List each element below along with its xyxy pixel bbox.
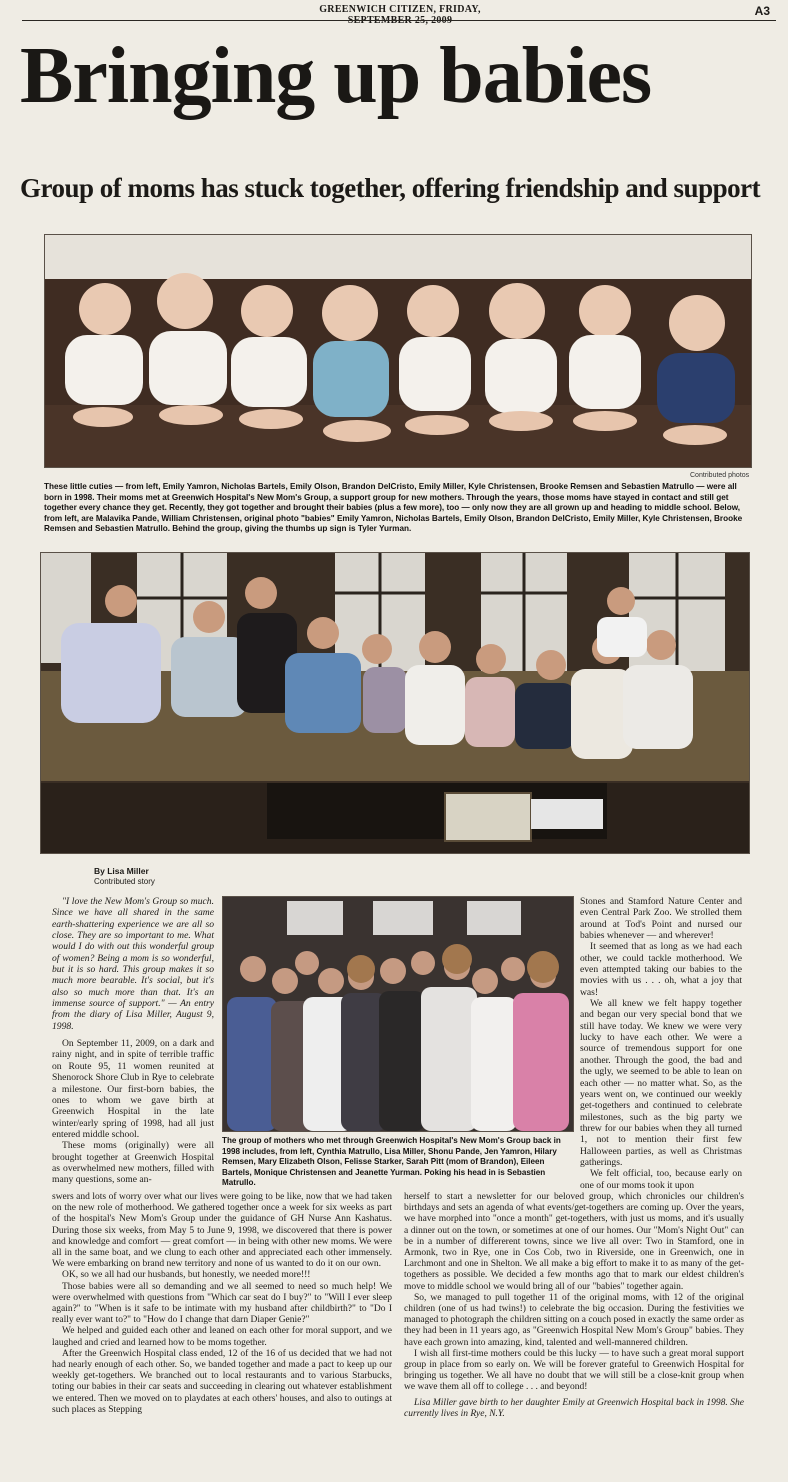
- article-paragraph: OK, so we all had our husbands, but honestly, we needed more!!!: [62, 1270, 311, 1281]
- article-column-1: [52, 896, 214, 1186]
- article-paragraph: After the Greenwich Hospital class ended, 12 of the 16 of us decided that we had not had nearly enough of each other. So, we banded together and made a pact to keep up our weekly get-togethers. We branched out to local restaurants and to various Starbucks, toting our babies in their car seats and succeeding in clearing out whatever establishment we entered. Then we moved on to playdates at each others' houses, and also to outings at such places as Stepping: [52, 1348, 392, 1415]
- mothers-photo: [222, 896, 574, 1132]
- page-number: A3: [754, 4, 770, 18]
- mothers-photo-image: [223, 897, 573, 1131]
- byline-author: By Lisa Miller: [94, 866, 149, 876]
- article-paragraph: We helped and guided each other and leaned on each other for moral support, and we laughed and cried and learned how to be moms together.: [52, 1326, 392, 1348]
- article-bottom-left: [52, 1192, 392, 1416]
- article-paragraph: These moms (originally) were all brought together at Greenwich Hospital as overwhelmed new mothers, filled with many questions, some an-: [52, 1140, 214, 1186]
- babies-caption: These little cuties — from left, Emily Yamron, Nicholas Bartels, Emily Olson, Brandon DelCristo, Emily Miller, Kyle Christensen, Brooke Remsen and Sebastien Matrullo — were all born in 1998. Their moms met at Greenwich Hospital's New Mom's Group, a support group for new mothers. Through the years, those moms have stayed in contact and still get together every chance they get. Recently, they got together and brought their babies (plus a few more), too — only now they are all grown up and heading to middle school. Below, from left, are Malavika Pande, William Christensen, original photo "babies" Emily Yamron, Nicholas Bartels, Emily Olson, Brandon DelCristo, Emily Miller, Kyle Christensen, Brooke Remsen and Sebastien Matrullo. Behind the group, giving the thumbs up sign is Tyler Yurman.: [44, 482, 743, 534]
- article-column-3: [580, 896, 742, 1191]
- photo-credit: Contributed photos: [690, 472, 750, 479]
- article-paragraph: Stones and Stamford Nature Center and even Central Park Zoo. We strolled them around at Tod's Point and nursed our babies whenever — and wherever!: [580, 896, 742, 942]
- article-paragraph: We felt official, too, because early on one of our moms took it upon: [580, 1168, 742, 1191]
- byline-role: Contributed story: [94, 877, 155, 886]
- top-rule: [22, 20, 776, 21]
- subheadline: Group of moms has stuck together, offering friendship and support: [20, 173, 761, 203]
- diary-quote: "I love the New Mom's Group so much. Since we have all shared in the same earth-shattering experience we are all so close. They are so important to me. What would I do with out this wonderful group of women? Being a mom is so wonderful, but it is so hard. This group makes it so much more bearable. It's social, but it's also so much more than that. It's an immense source of support." — An entry from the diary of Lisa Miller, August 9, 1998.: [52, 896, 214, 1032]
- headline: Bringing up babies: [20, 32, 652, 120]
- byline: [94, 866, 155, 887]
- babies-photo-image: [45, 235, 751, 467]
- article-paragraph: It seemed that as long as we had each other, we could tackle motherhood. We even attempted taking our babies to the movies with us . . . oh, what a joy that was!: [580, 941, 742, 998]
- article-bottom-right: [404, 1192, 744, 1420]
- babies-photo: [44, 234, 752, 468]
- article-paragraph: On September 11, 2009, on a dark and rainy night, and in spite of terrible traffic on Route 95, 11 women reunited at Shenorock Shore Club in Rye to celebrate a milestone. Our first-born babies, the ones to whom we gave birth at Greenwich Hospital in the late winter/early spring of 1998, had all just entered middle school.: [52, 1038, 214, 1140]
- folio-line: GREENWICH CITIZEN, FRIDAY, SEPTEMBER 25, 2009: [319, 4, 481, 26]
- mothers-caption: The group of mothers who met through Greenwich Hospital's New Mom's Group back in 1998 includes, from left, Cynthia Matrullo, Lisa Miller, Shonu Pande, Jen Yamron, Hilary Remsen, Mary Elizabeth Olson, Felisse Starker, Sarah Pitt (mom of Brandon), Eileen Bartels, Monique Christensen and Jeanette Yurman. Poking his head in is Sebastien Matrullo.: [222, 1136, 561, 1187]
- article-paragraph: swers and lots of worry over what our lives were going to be like, now that we had taken on the new role of motherhood. We gathered together once a week for six weeks as part of the hospital's New Mom's Group under the guidance of GH Nurse Ann Kashatus. During those six weeks, from May 5 to June 9, 1998, we discovered that there is power and knowledge and comfort — great comfort — in being with other new moms. We were all in the same boat, and we clung to each other and appreciated each other immensely. We were embarking on brand new territory and none of us wanted to do it on our own.: [52, 1192, 392, 1270]
- article-paragraph: Those babies were all so demanding and we all seemed to need so much help! We were overwhelmed with questions from "Which car seat do I buy?" to "Will I ever sleep again?" to "When is it safe to be intimate with my husband after childbirth?" to "Do I really ever want to?" to "How do I change that darn Diaper Genie?": [52, 1281, 392, 1326]
- author-bio: Lisa Miller gave birth to her daughter Emily at Greenwich Hospital back in 1998. She currently lives in Rye, N.Y.: [404, 1397, 744, 1419]
- article-paragraph: We all knew we felt happy together and began our very special bond that we still have today. We knew we were very lucky to have each other. We were a source of tremendous support for one another. Through the good, the bad and the ugly, we seemed to be able to lean on each other — no matter what. So, as the years went on, we continued our weekly get-togethers and continued to celebrate milestones, such as the big party we threw for our babies when they all turned 1, not to mention their first few Halloween parties, as well as Christmas gatherings.: [580, 998, 742, 1168]
- kids-photo-image: [41, 553, 749, 853]
- article-paragraph: So, we managed to pull together 11 of the original moms, with 12 of the original children (one of us had twins!) to celebrate the big occasion. During the festivities we managed to photograph the children sitting on a couch posed in exactly the same order as they had been in 11 years ago, as "Greenwich Hospital New Mom's Group" babies. They have each grown into amazing, kind, talented and well-mannered children.: [404, 1292, 744, 1348]
- article-paragraph: I wish all first-time mothers could be this lucky — to have such a great moral support group in place from so early on. We will be forever grateful to Greenwich Hospital for bringing us together. We all have no doubt that we will still be a close-knit group when we wave them all off to college . . . and beyond!: [404, 1348, 744, 1393]
- article-paragraph: herself to start a newsletter for our beloved group, which chronicles our children's birthdays and sets an agenda of what events/get-togethers are coming up. Over the years, we have morphed into "once a month" get-togethers, with just us moms, and it's usually a dinner out on the town, or sometimes at one of our homes. Our "Mom's Night Out" can be in a number of differerent towns, since we live all over: Two in Stamford, one in Armonk, two in Rye, one in Cos Cob, two in Riverside, one in Greenwich, one in Larchmont and one in Shelton. We all make a big effort to make it to as many of the get-togethers as possible. We decided a few months ago that to mark our eldest children's move to middle school we would bring all of our "babies" together again.: [404, 1192, 744, 1292]
- kids-photo: [40, 552, 750, 854]
